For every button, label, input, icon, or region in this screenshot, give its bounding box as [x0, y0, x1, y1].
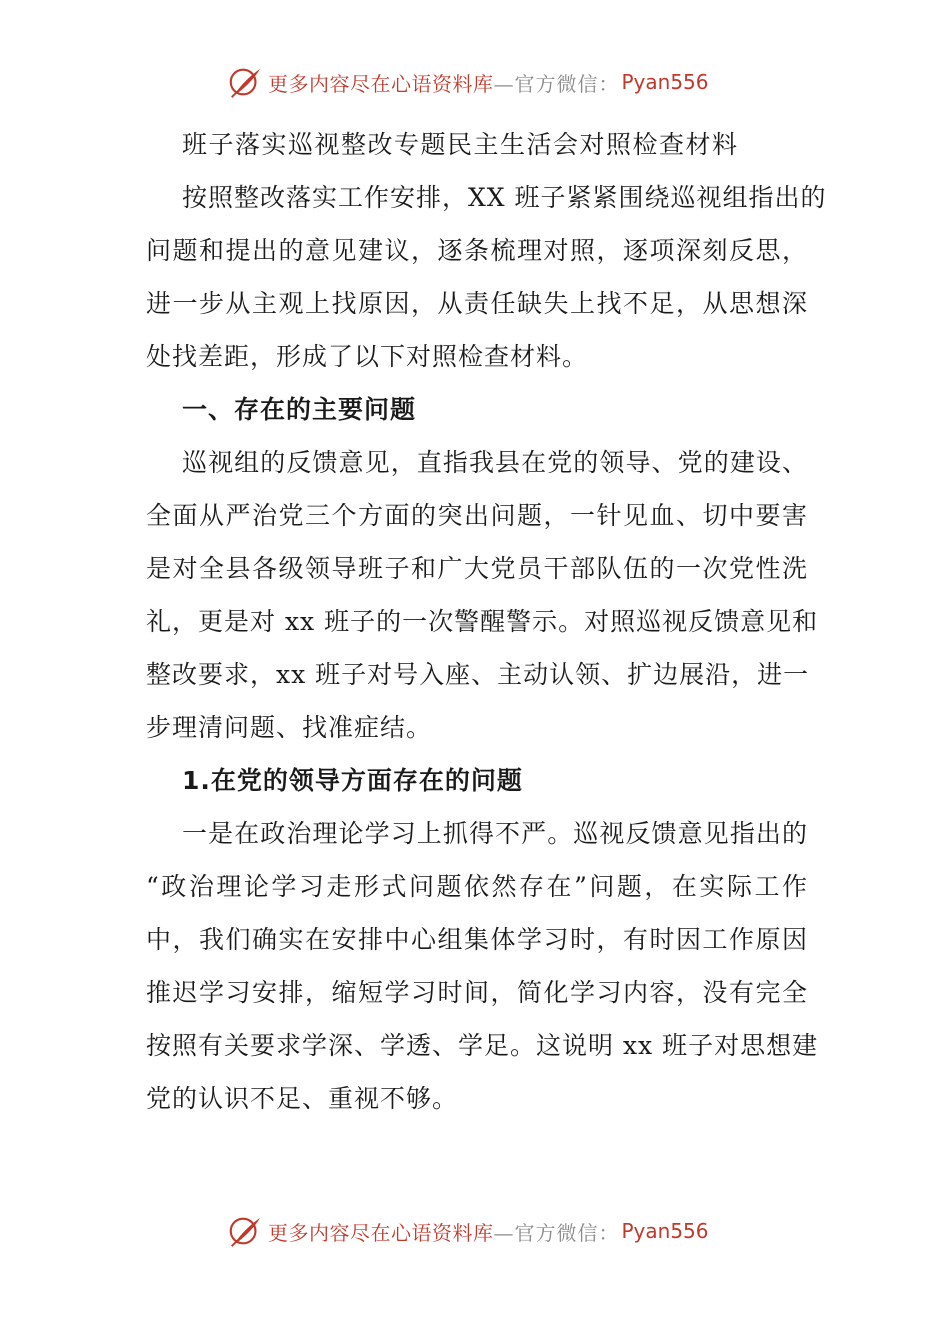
section1-line-2: 全面从严治党三个方面的突出问题，一针见血、切中要害 — [146, 501, 808, 530]
document-body — [146, 118, 827, 1125]
subsection1-line-3: 中，我们确实在安排中心组集体学习时，有时因工作原因 — [146, 925, 808, 954]
document-title: 班子落实巡视整改专题民主生活会对照检查材料 — [182, 130, 739, 159]
section1-line-1: 巡视组的反馈意见，直指我县在党的领导、党的建设、 — [182, 448, 808, 477]
watermark-brand-text: 更多内容尽在心语资料库 — [268, 71, 494, 96]
subsection1-line-5: 按照有关要求学深、学透、学足。这说明 xx 班子对思想建 — [146, 1031, 819, 1060]
watermark-wechat-label: —官方微信： — [493, 1220, 620, 1245]
quill-logo-icon — [226, 63, 264, 101]
watermark-wechat-id: Pyan556 — [621, 70, 709, 94]
subsection1-line-6: 党的认识不足、重视不够。 — [146, 1084, 459, 1113]
intro-line-3: 进一步从主观上找原因，从责任缺失上找不足，从思想深 — [146, 289, 808, 318]
watermark-brand-text: 更多内容尽在心语资料库 — [268, 1220, 494, 1245]
watermark-wechat-id: Pyan556 — [621, 1219, 709, 1243]
quill-logo-icon — [226, 1212, 264, 1250]
subsection1-line-1: 一是在政治理论学习上抓得不严。巡视反馈意见指出的 — [182, 819, 808, 848]
section1-line-5: 整改要求，xx 班子对号入座、主动认领、扩边展沿，进一 — [146, 660, 810, 689]
header-watermark — [226, 62, 709, 102]
section1-line-4: 礼，更是对 xx 班子的一次警醒警示。对照巡视反馈意见和 — [146, 607, 819, 636]
section1-line-6: 步理清问题、找准症结。 — [146, 713, 433, 742]
footer-watermark — [226, 1211, 709, 1251]
watermark-wechat-label: —官方微信： — [493, 71, 620, 96]
subsection1-line-4: 推迟学习安排，缩短学习时间，简化学习内容，没有完全 — [146, 978, 808, 1007]
intro-line-2: 问题和提出的意见建议，逐条梳理对照，逐项深刻反思， — [146, 236, 808, 265]
subsection-heading-1: 1.在党的领导方面存在的问题 — [182, 766, 523, 795]
intro-line-4: 处找差距，形成了以下对照检查材料。 — [146, 342, 589, 371]
intro-line-1: 按照整改落实工作安排，XX 班子紧紧围绕巡视组指出的 — [182, 183, 827, 212]
section1-line-3: 是对全县各级领导班子和广大党员干部队伍的一次党性洗 — [146, 554, 808, 583]
subsection1-line-2: “政治理论学习走形式问题依然存在”问题，在实际工作 — [146, 872, 808, 901]
section-heading-1: 一、存在的主要问题 — [182, 395, 417, 424]
